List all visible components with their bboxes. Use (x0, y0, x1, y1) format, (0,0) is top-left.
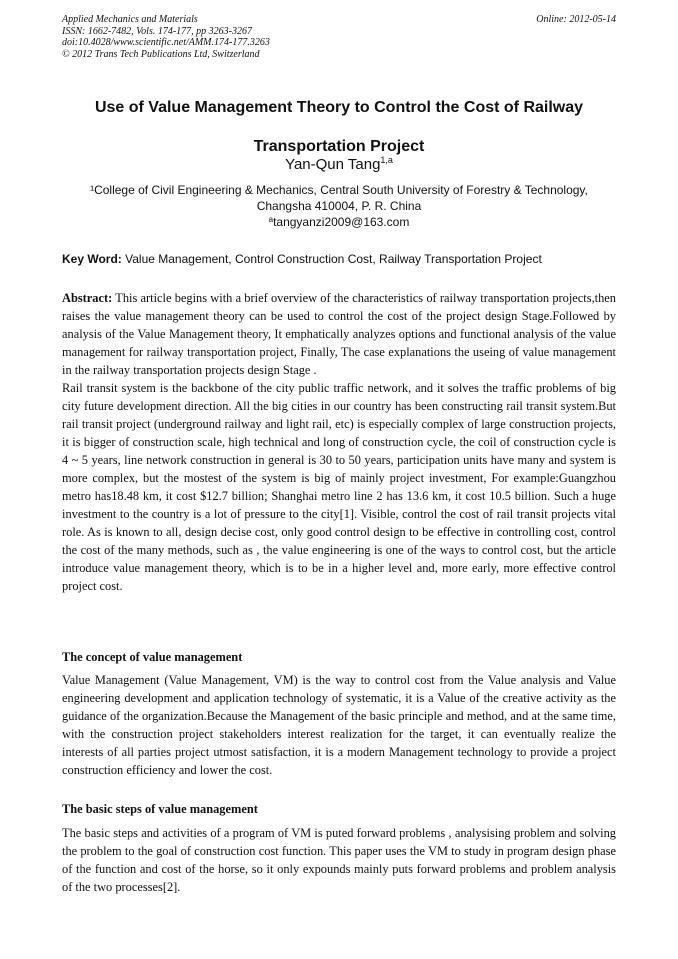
intro-paragraph: Rail transit system is the backbone of the city public traffic network, and it solves the traffic problems of big city future development direction. All the big cities in our country has been constructing rail transit system.But rail transit project (underground railway and light rail, etc) is especially complex of large construction projects, it is bigger of construction scale, high technical and long of construction cycle, the coil of construction cycle is 4 ~ 5 years, line network construction in general is 30 to 50 years, participation units have many and system is more complex, but the mostest of the system is big of mainly project investment, For example:Guangzhou metro has18.48 km, it cost $12.7 billion; Shanghai metro line 2 has 13.6 km, it cost 10.5 billion. Such a huge investment to the country is a lot of pressure to the city[1]. Visible, control the cost of rail transit projects vital role. As is known to all, design decise cost, only good control design to be effective in controlling cost, control the cost of the many methods, such as , the value engineering is one of the ways to control cost, but the article introduce value management theory, which is to be in a higher level and, more early, more effective control project cost. (62, 381, 616, 593)
doi-line: doi:10.4028/www.scientific.net/AMM.174-177.3263 (62, 37, 270, 48)
journal-header (62, 14, 616, 60)
journal-name: Applied Mechanics and Materials (62, 14, 198, 25)
abstract-text: This article begins with a brief overview of the characteristics of railway transportation projects,then raises the value management theory can be used to control the cost of the project design Stage.Followed by analysis of the Value Management theory, It emphatically analyzes options and functional analysis of the value management for railway transportation project, Finally, The case explanations the useing of value management in the railway transportation projects design Stage . (62, 291, 616, 377)
email-superscript: a (268, 215, 274, 224)
keywords-label: Key Word: (62, 252, 122, 266)
online-date: Online: 2012-05-14 (536, 14, 616, 25)
author-name: Yan-Qun Tang (285, 156, 381, 173)
abstract-label: Abstract: (62, 291, 113, 305)
copyright-line: © 2012 Trans Tech Publications Ltd, Switzerland (62, 48, 260, 60)
affiliation-line-1: ¹College of Civil Engineering & Mechanics, Central South University of Forestry & Technology, (90, 183, 588, 197)
author-email: tangyanzi2009@163.com (273, 215, 410, 229)
title-line-2: Transportation Project (253, 138, 425, 155)
section-heading-concept: The concept of value management (62, 650, 243, 664)
author-superscript: 1,a (380, 155, 393, 165)
abstract-block (62, 289, 616, 595)
paper-title (62, 88, 616, 166)
author-email-line (62, 214, 616, 230)
section-heading-steps: The basic steps of value management (62, 802, 258, 816)
section-concept-text: Value Management (Value Management, VM) is the way to control cost from the Value analysis and Value engineering development and application technology of systematic, it is a Value of the creative activity as the guidance of the organization.Because the Management of the basic principle and method, and at the same time, with the construction project stakeholders interest realization for the target, it can eventually realize the interests of all parties project utmost satisfaction, it is a modern Management technology to provide a project construction efficiency and lower the cost. (62, 673, 616, 777)
title-line-1: Use of Value Management Theory to Control the Cost of Railway (94, 99, 584, 116)
author-line (62, 156, 616, 174)
affiliation-line-2: Changsha 410004, P. R. China (256, 199, 422, 213)
abstract-paragraph (62, 289, 616, 379)
issn-line: ISSN: 1662-7482, Vols. 174-177, pp 3263-3267 (62, 25, 252, 37)
keywords-text: Value Management, Control Construction Cost, Railway Transportation Project (121, 252, 542, 266)
section-steps-text: The basic steps and activities of a program of VM is puted forward problems , analysising problem and solving the problem to the goal of construction cost function. This paper uses the VM to study in program design phase of the function and cost of the horse, so it only expounds mainly puts forward problems and problem analysis of the two processes[2]. (62, 826, 616, 894)
keywords (62, 251, 616, 267)
affiliation (62, 182, 616, 230)
